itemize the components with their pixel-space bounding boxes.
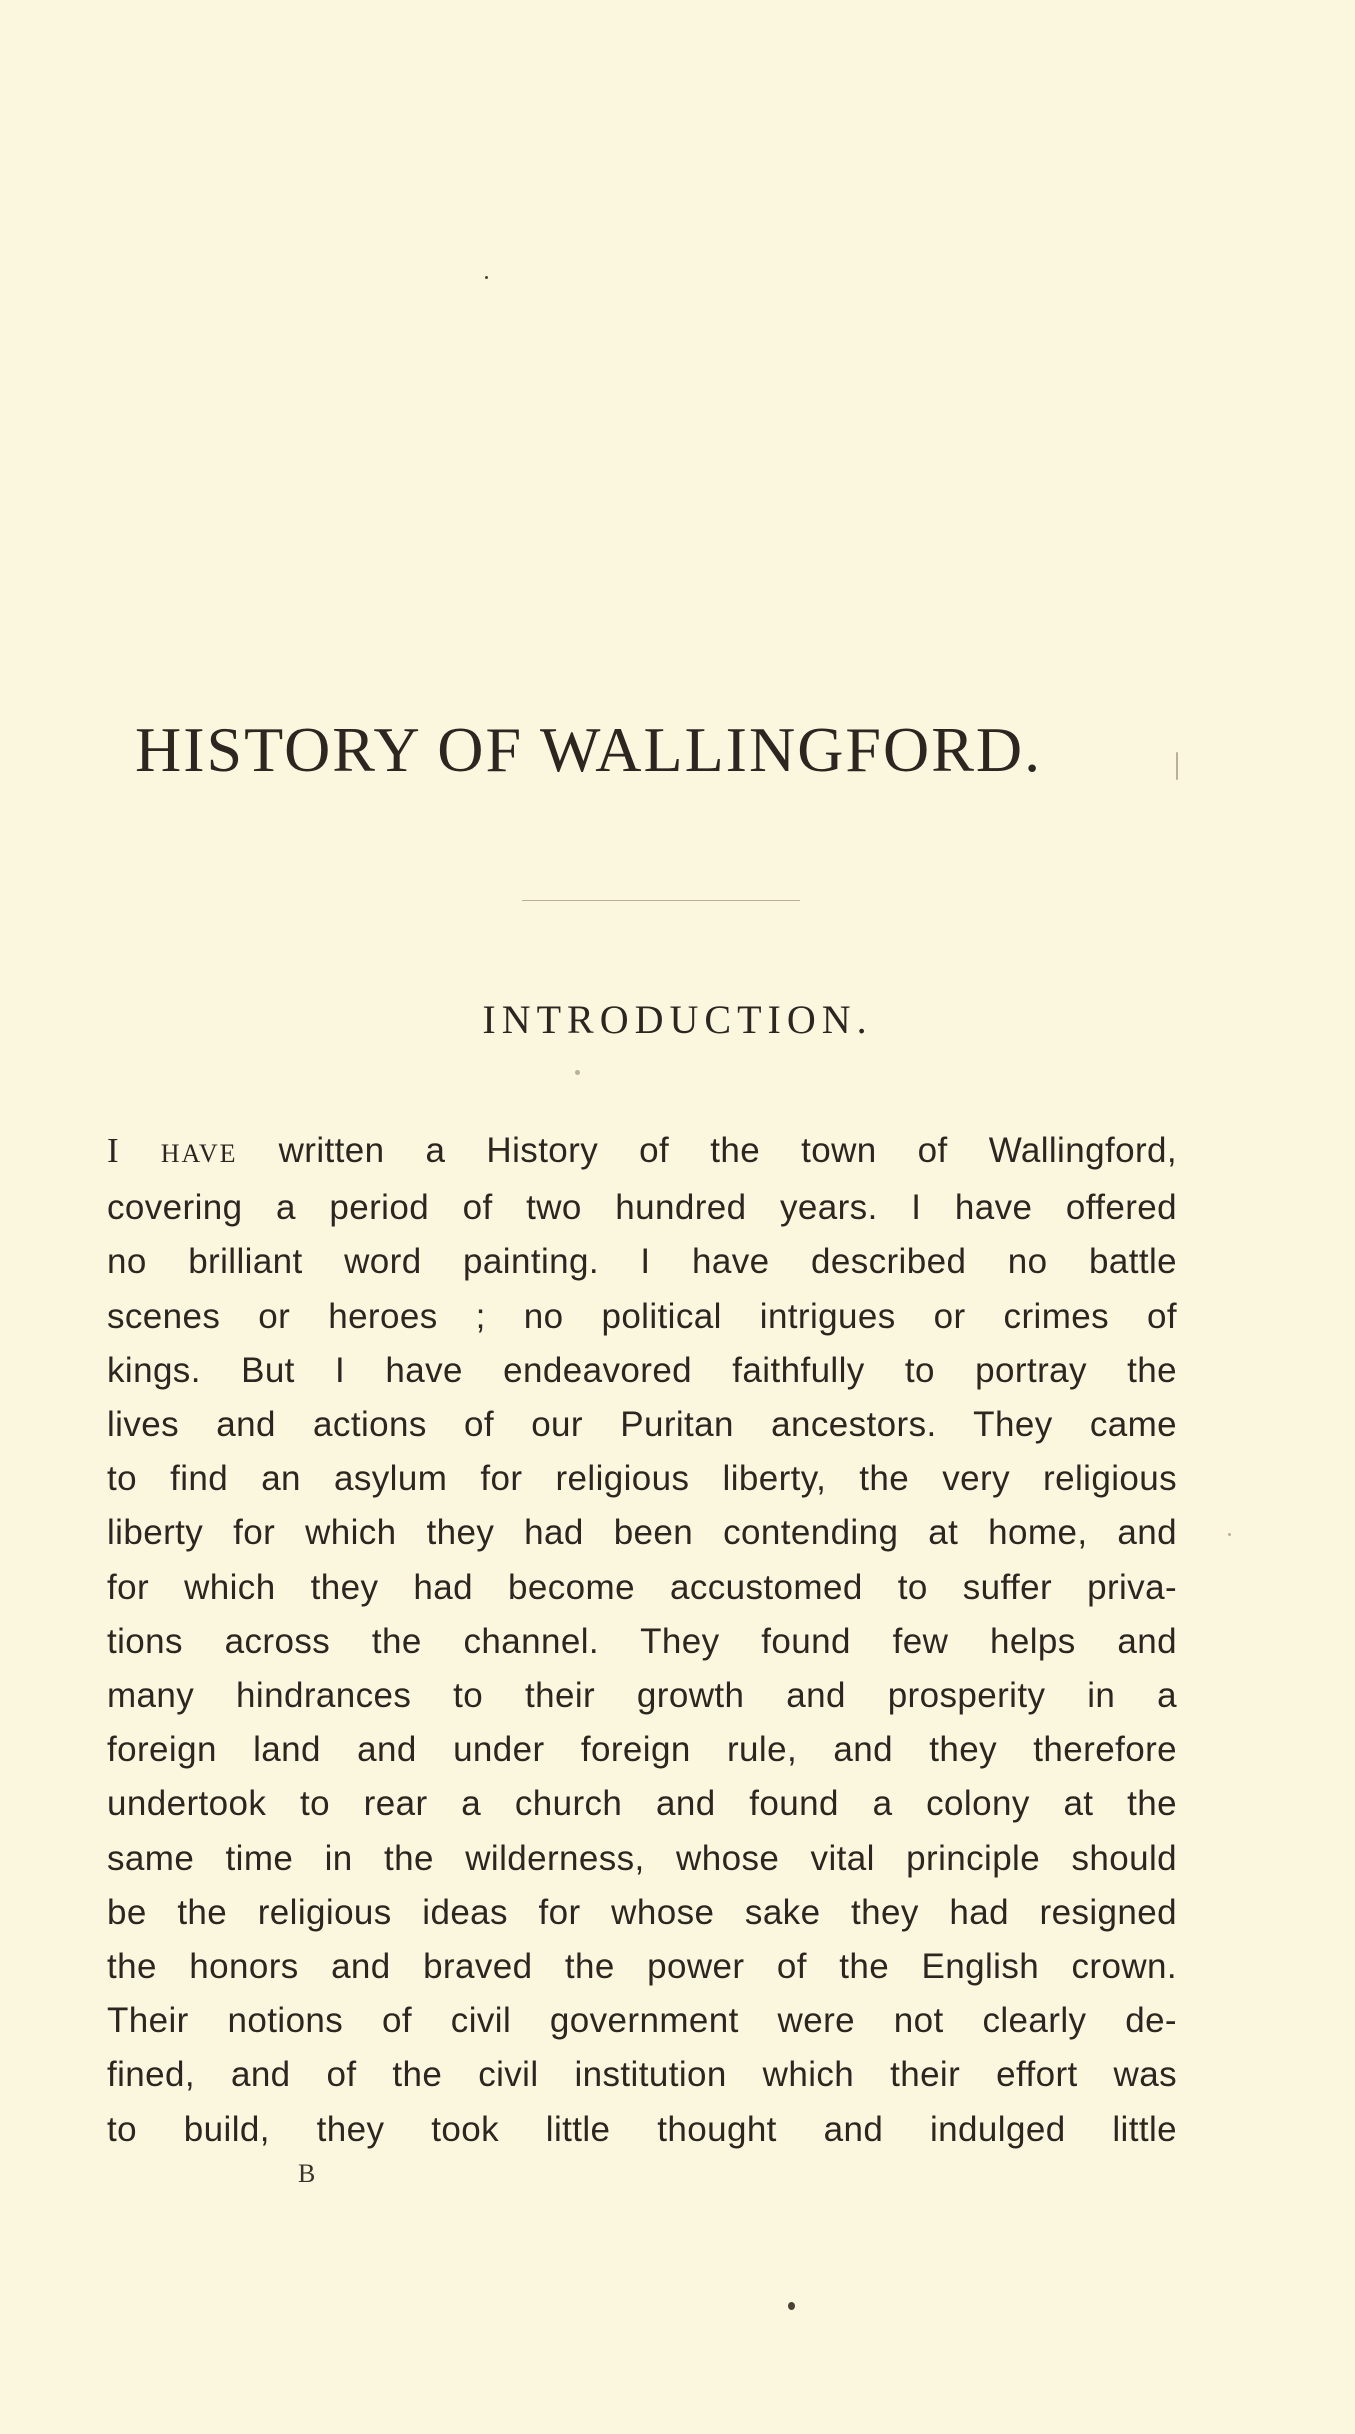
text-line-6: lives and actions of our Puritan ancestors. They came — [107, 1405, 1177, 1445]
text-line-4: scenes or heroes ; no political intrigues or crimes of — [107, 1296, 1177, 1336]
text-line-19: to build, they took little thought and indulged little — [107, 2109, 1177, 2149]
text-line-8: liberty for which they had been contending at home, and — [107, 1513, 1177, 1553]
text-line-9: for which they had become accustomed to suffer priva- — [107, 1567, 1177, 1607]
text-line-11: many hindrances to their growth and prosperity in a — [107, 1676, 1177, 1716]
text-line-17: Their notions of civil government were not clearly de- — [107, 2001, 1177, 2041]
text-line-5: kings. But I have endeavored faithfully to portray the — [107, 1350, 1177, 1390]
paper-speck — [1176, 752, 1178, 780]
text-line-7: to find an asylum for religious liberty, the very religious — [107, 1459, 1177, 1499]
lead-word: I — [107, 1131, 120, 1170]
text-line-1 — [107, 1124, 1177, 1181]
text-line-15: be the religious ideas for whose sake they had resigned — [107, 1892, 1177, 1932]
title-rule — [522, 900, 800, 901]
section-heading: INTRODUCTION. — [482, 997, 873, 1042]
text-line-13: undertook to rear a church and found a colony at the — [107, 1784, 1177, 1824]
book-title: HISTORY OF WALLINGFORD. — [135, 714, 1043, 785]
text-line-1-rest: written a History of the town of Wallingford, — [237, 1131, 1177, 1170]
signature-mark: B — [298, 2159, 316, 2188]
paper-speck — [575, 1070, 580, 1075]
text-line-18: fined, and of the civil institution which their effort was — [107, 2055, 1177, 2095]
paper-speck — [1228, 1533, 1231, 1536]
paper-speck — [485, 276, 488, 279]
text-line-2: covering a period of two hundred years. I have offered — [107, 1188, 1177, 1228]
text-line-3: no brilliant word painting. I have described no battle — [107, 1242, 1177, 1282]
introduction-text — [107, 1124, 1177, 2157]
text-line-12: foreign land and under foreign rule, and they therefore — [107, 1730, 1177, 1770]
text-line-16: the honors and braved the power of the English crown. — [107, 1947, 1177, 1987]
text-line-10: tions across the channel. They found few helps and — [107, 1621, 1177, 1661]
text-line-14: same time in the wilderness, whose vital principle should — [107, 1838, 1177, 1878]
lead-smallcaps: HAVE — [160, 1139, 238, 1168]
paper-speck — [788, 2302, 795, 2310]
